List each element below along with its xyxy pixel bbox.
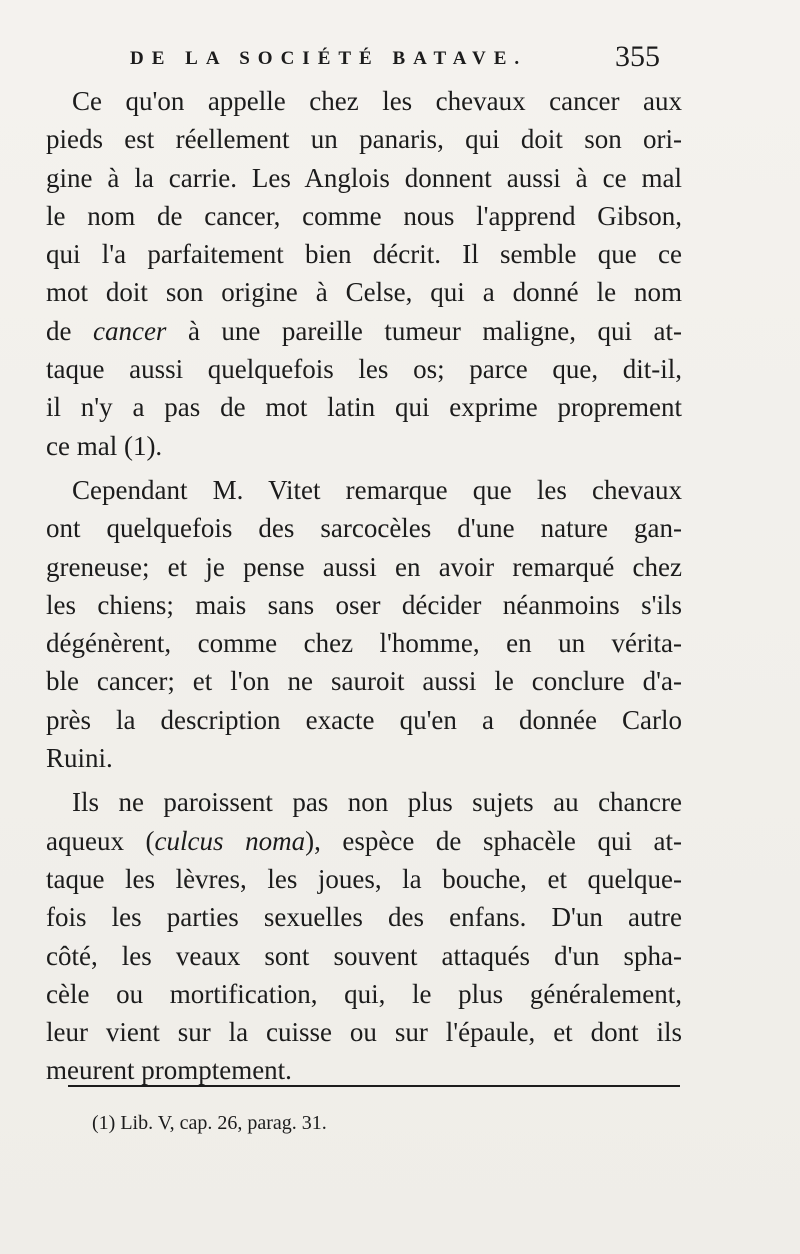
text-line: taque les lèvres, les joues, la bouche, et quelque- — [46, 863, 682, 894]
text-line: qui l'a parfaitement bien décrit. Il semble que ce — [46, 239, 682, 270]
text-line: ble cancer; et l'on ne sauroit aussi le conclure d'a- — [46, 666, 682, 697]
text-line — [46, 822, 682, 860]
text-line: Ils ne paroissent pas non plus sujets au chancre — [72, 787, 682, 818]
running-head: DE LA SOCIÉTÉ BATAVE. — [130, 48, 528, 69]
text-line: mot doit son origine à Celse, qui a donné le nom — [46, 277, 682, 308]
text-line: ce mal (1). — [46, 430, 163, 461]
text-line: pieds est réellement un panaris, qui doit son ori- — [46, 124, 682, 155]
italic-term: culcus noma — [154, 825, 306, 856]
text-line — [46, 312, 682, 350]
text-line: leur vient sur la cuisse ou sur l'épaule, et dont ils — [46, 1017, 682, 1048]
footnote-rule — [68, 1085, 680, 1087]
text-line: greneuse; et je pense aussi en avoir remarqué chez — [46, 551, 682, 582]
text-line: ont quelquefois des sarcocèles d'une nature gan- — [46, 513, 682, 544]
line-segment: aqueux ( — [46, 825, 155, 856]
text-line: taque aussi quelquefois les os; parce que, dit-il, — [46, 354, 682, 385]
line-segment: de — [46, 315, 93, 346]
text-line: cèle ou mortification, qui, le plus généralement, — [46, 978, 682, 1009]
text-line: côté, les veaux sont souvent attaqués d'un spha- — [46, 940, 682, 971]
text-line: le nom de cancer, comme nous l'apprend Gibson, — [46, 200, 682, 231]
text-line: fois les parties sexuelles des enfans. D'un autre — [46, 902, 682, 933]
body-text — [46, 82, 682, 1090]
line-segment: à une pareille tumeur maligne, qui at- — [166, 315, 683, 346]
text-line: les chiens; mais sans oser décider néanmoins s'ils — [46, 589, 682, 620]
text-line: dégénèrent, comme chez l'homme, en un vérita- — [46, 628, 682, 659]
text-line: Cependant M. Vitet remarque que les chevaux — [72, 474, 682, 505]
text-line: Ruini. — [46, 743, 113, 774]
text-line: Ce qu'on appelle chez les chevaux cancer aux — [72, 86, 682, 116]
text-line: il n'y a pas de mot latin qui exprime proprement — [46, 392, 682, 423]
text-line: meurent promptement. — [46, 1055, 292, 1086]
line-segment: ), espèce de sphacèle qui at- — [305, 825, 682, 856]
footnote: (1) Lib. V, cap. 26, parag. 31. — [92, 1112, 327, 1134]
italic-term: cancer — [92, 315, 167, 346]
page-header — [130, 40, 660, 80]
text-line: gine à la carrie. Les Anglois donnent aussi à ce mal — [46, 162, 682, 193]
page-number: 355 — [615, 40, 660, 73]
text-line: près la description exacte qu'en a donnée Carlo — [46, 704, 682, 735]
